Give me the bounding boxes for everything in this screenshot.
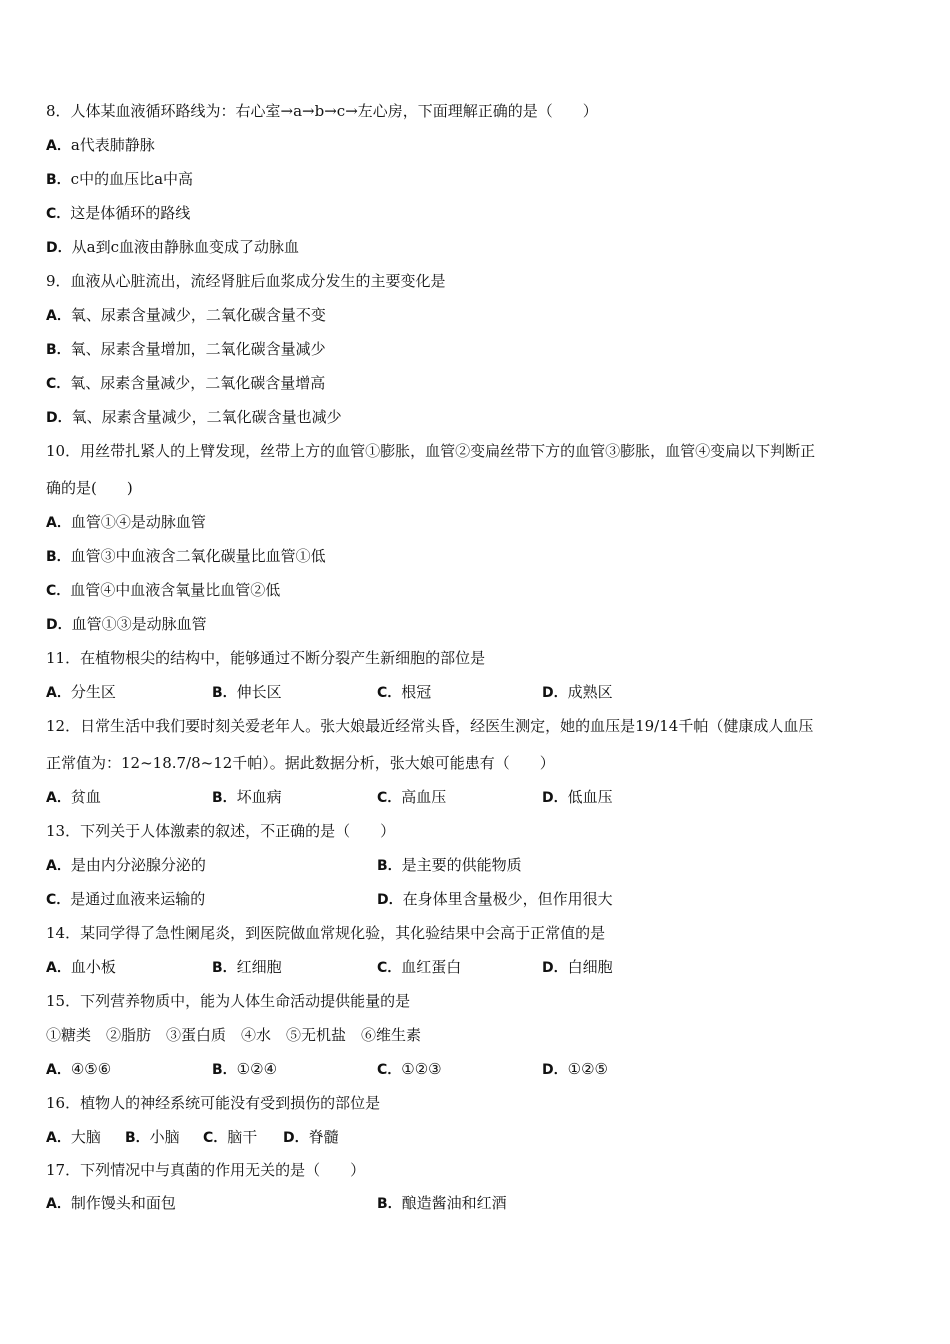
question-17-option-a: A．制作馒头和面包	[46, 1194, 176, 1212]
question-12-stem-line-1: 12．日常生活中我们要时刻关爱老年人。张大娘最近经常头昏，经医生测定，她的血压是19/14千帕（健康成人血压	[46, 717, 814, 735]
question-13-option-c: C．是通过血液来运输的	[46, 890, 206, 908]
question-10-option-d: D．血管①③是动脉血管	[46, 615, 207, 633]
question-12-option-c: C．高血压	[377, 788, 447, 806]
question-15-option-d: D．①②⑤	[542, 1060, 608, 1078]
question-15-stem: 15．下列营养物质中，能为人体生命活动提供能量的是	[46, 992, 411, 1010]
question-11-stem: 11．在植物根尖的结构中，能够通过不断分裂产生新细胞的部位是	[46, 649, 486, 667]
question-9-option-d: D．氧、尿素含量减少，二氧化碳含量也减少	[46, 408, 342, 426]
question-16-option-c: C．脑干	[203, 1128, 258, 1146]
question-9-option-a: A．氧、尿素含量减少，二氧化碳含量不变	[46, 306, 326, 324]
question-8-option-c: C．这是体循环的路线	[46, 204, 191, 222]
question-16-option-d: D．脊髓	[283, 1128, 339, 1146]
question-15-items: ①糖类 ②脂肪 ③蛋白质 ④水 ⑤无机盐 ⑥维生素	[46, 1026, 422, 1044]
question-9-stem: 9．血液从心脏流出，流经肾脏后血浆成分发生的主要变化是	[46, 272, 446, 290]
question-16-stem: 16．植物人的神经系统可能没有受到损伤的部位是	[46, 1094, 381, 1112]
question-14-option-d: D．白细胞	[542, 958, 613, 976]
question-14-option-a: A．血小板	[46, 958, 116, 976]
question-10-option-c: C．血管④中血液含氧量比血管②低	[46, 581, 281, 599]
question-13-option-d: D．在身体里含量极少，但作用很大	[377, 890, 613, 908]
question-8-option-b: B．c中的血压比a中高	[46, 170, 194, 188]
question-16-option-a: A．大脑	[46, 1128, 101, 1146]
question-8-option-d: D．从a到c血液由静脉血变成了动脉血	[46, 238, 299, 256]
question-17-option-b: B．酿造酱油和红酒	[377, 1194, 507, 1212]
question-12-option-d: D．低血压	[542, 788, 613, 806]
question-15-option-b: B．①②④	[212, 1060, 278, 1078]
question-8-option-a: A．a代表肺静脉	[46, 136, 155, 154]
question-14-stem: 14．某同学得了急性阑尾炎，到医院做血常规化验，其化验结果中会高于正常值的是	[46, 924, 606, 942]
question-10-option-b: B．血管③中血液含二氧化碳量比血管①低	[46, 547, 326, 565]
question-13-stem: 13．下列关于人体激素的叙述，不正确的是（ ）	[46, 822, 396, 840]
question-13-option-a: A．是由内分泌腺分泌的	[46, 856, 206, 874]
question-9-option-b: B．氧、尿素含量增加，二氧化碳含量减少	[46, 340, 326, 358]
question-10-stem-line-1: 10．用丝带扎紧人的上臂发现，丝带上方的血管①膨胀，血管②变扁丝带下方的血管③膨胀，血管④变扁以下判断正	[46, 442, 816, 460]
question-11-option-b: B．伸长区	[212, 683, 282, 701]
question-17-stem: 17．下列情况中与真菌的作用无关的是（ ）	[46, 1161, 366, 1179]
question-13-option-b: B．是主要的供能物质	[377, 856, 522, 874]
question-16-option-b: B．小脑	[125, 1128, 180, 1146]
question-14-option-c: C．血红蛋白	[377, 958, 462, 976]
question-12-option-a: A．贫血	[46, 788, 101, 806]
question-11-option-c: C．根冠	[377, 683, 432, 701]
question-14-option-b: B．红细胞	[212, 958, 282, 976]
question-10-option-a: A．血管①④是动脉血管	[46, 513, 206, 531]
question-12-stem-line-2: 正常值为：12~18.7/8~12千帕）。据此数据分析，张大娘可能患有（ ）	[46, 754, 555, 772]
question-12-option-b: B．坏血病	[212, 788, 282, 806]
question-8-stem: 8．人体某血液循环路线为：右心室→a→b→c→左心房，下面理解正确的是（ ）	[46, 102, 598, 120]
question-15-option-a: A．④⑤⑥	[46, 1060, 112, 1078]
question-15-option-c: C．①②③	[377, 1060, 442, 1078]
question-10-stem-line-2: 确的是( )	[46, 479, 133, 497]
question-11-option-d: D．成熟区	[542, 683, 613, 701]
question-11-option-a: A．分生区	[46, 683, 116, 701]
question-9-option-c: C．氧、尿素含量减少，二氧化碳含量增高	[46, 374, 326, 392]
